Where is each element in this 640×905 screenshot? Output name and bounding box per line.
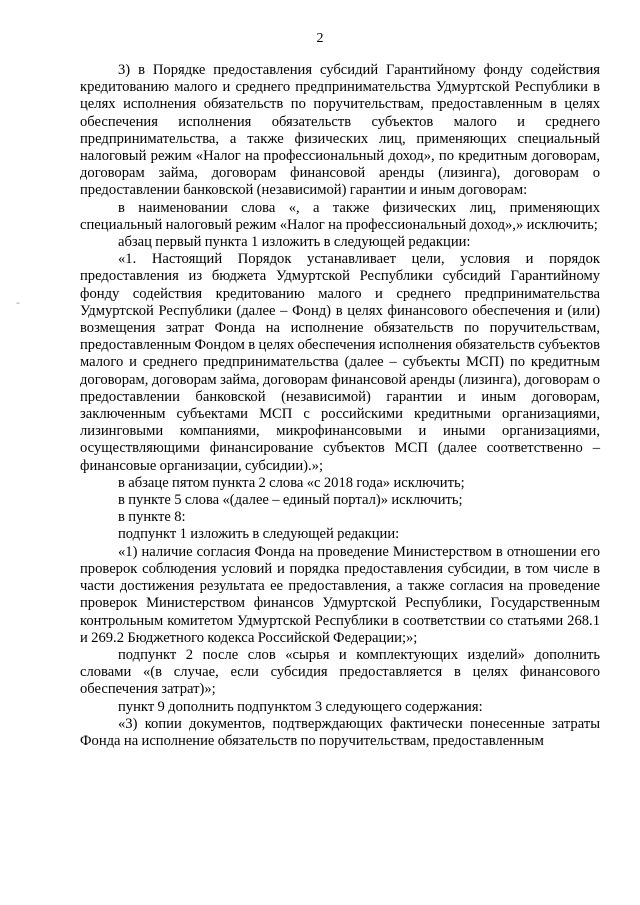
paragraph-title-amendment: в наименовании слова «, а также физических лиц, применяющих специальный налоговый режим «Налог на профессиональный доход»,» исключить;: [80, 199, 600, 233]
paragraph-clause-1-text: «1. Настоящий Порядок устанавливает цели, условия и порядок предоставления из бюджета Удмуртской Республики субсидий Гарантийному фонду содействия кредитованию малого и среднего предпринимательства Удмуртской Республики (далее – Фонд) в целях финансового обеспечения и (или) возмещения затрат Фонда на исполнение обязательств по поручительствам, предоставленным Фондом в целях обеспечения исполнения обязательств субъектов малого и среднего предпринимательства (далее – субъекты МСП) по кредитным договорам, договорам займа, договорам финансовой аренды (лизинга), договорам о предоставлении банковской (независимой) гарантии и иным договорам, заключенным субъектами МСП с российскими кредитными организациями, лизинговыми компаниями, микрофинансовыми и иными организациями, осуществляющими финансирование субъектов МСП (далее соответственно – финансовые организации, субсидии).»;: [80, 251, 600, 474]
paragraph-subclause-1-intro: подпункт 1 изложить в следующей редакции:: [118, 526, 400, 543]
paragraph-clause-8-intro: в пункте 8:: [118, 509, 186, 526]
paragraph-clause-5-amendment: в пункте 5 слова «(далее – единый портал)» исключить;: [118, 492, 463, 509]
paragraph-clause-9-intro: пункт 9 дополнить подпунктом 3 следующего содержания:: [118, 698, 483, 715]
margin-mark: -: [16, 295, 20, 309]
paragraph-subclause-1-text: «1) наличие согласия Фонда на проведение Министерством в отношении его проверок соблюдения условий и порядка предоставления субсидии, в том числе в части достижения результата ее предоставления, а также согласия на проведение проверок Министерством финансов Удмуртской Республики, Государственным контрольным комитетом Удмуртской Республики в соответствии со статьями 268.1 и 269.2 Бюджетного кодекса Российской Федерации;»;: [80, 543, 600, 646]
paragraph-subclause-3-text: «3) копии документов, подтверждающих фактически понесенные затраты Фонда на исполнение обязательств по поручительствам, предоставленным: [80, 715, 600, 749]
paragraph-item-3-intro: 3) в Порядке предоставления субсидий Гарантийному фонду содействия кредитованию малого и среднего предпринимательства Удмуртской Республики в целях исполнения обязательств по поручительствам, предоставленным в целях обеспечения исполнения обязательств субъектов малого и среднего предпринимательства, а также физических лиц, применяющих специальный налоговый режим «Налог на профессиональный доход», по кредитным договорам, договорам займа, договорам финансовой аренды (лизинга), договорам о предоставлении банковской (независимой) гарантии и иным договорам:: [80, 62, 600, 199]
paragraph-subclause-2-amendment: подпункт 2 после слов «сырья и комплектующих изделий» дополнить словами «(в случае, если субсидия предоставляется в целях финансового обеспечения затрат)»;: [80, 646, 600, 698]
paragraph-clause-2-amendment: в абзаце пятом пункта 2 слова «с 2018 года» исключить;: [118, 474, 465, 491]
document-body: [80, 62, 600, 750]
page-number: 2: [316, 31, 324, 46]
paragraph-clause-1-intro: абзац первый пункта 1 изложить в следующей редакции:: [118, 234, 471, 251]
